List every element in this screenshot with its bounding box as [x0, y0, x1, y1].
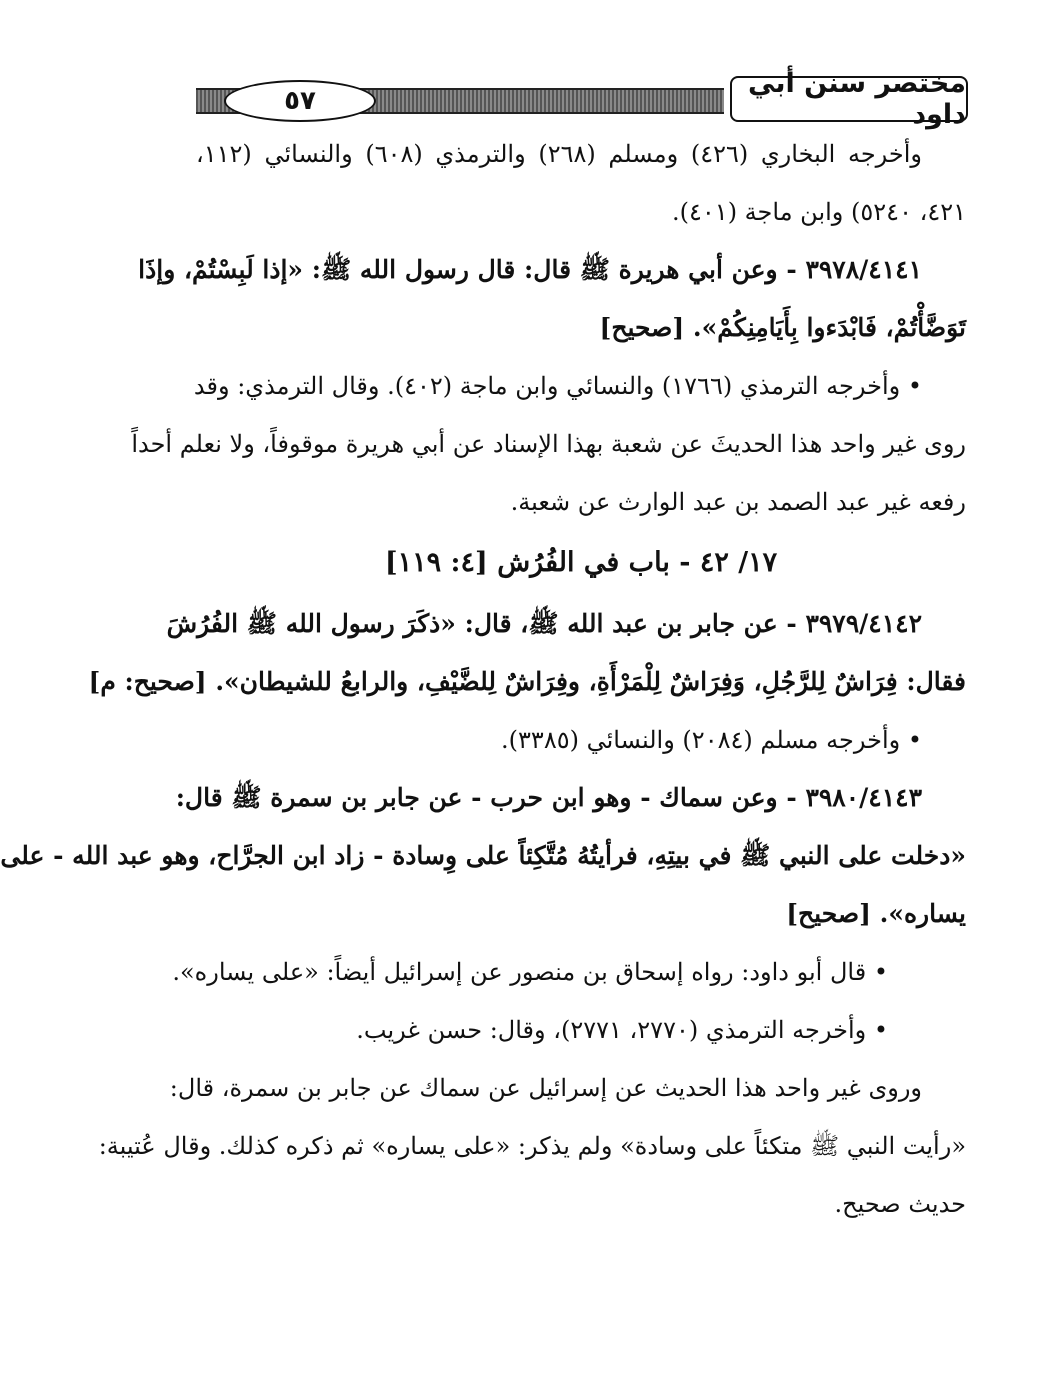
hadith-4143-line-1 [175, 769, 966, 827]
chapter-heading: ١٧/ ٤٢ - باب في الفُرُش [٤: ١١٩] [384, 547, 778, 578]
note-line: • وأخرجه مسلم (٢٠٨٤) والنسائي (٣٣٨٥). [501, 726, 922, 754]
note-line: • وأخرجه الترمذي (١٧٦٦) والنسائي وابن ماجة (٤٠٢). وقال الترمذي: وقد [193, 372, 922, 400]
hadith-number: ٣٩٧٨/٤١٤١ [805, 255, 922, 284]
hadith-4141-line-1 [138, 241, 966, 299]
hadith-text: - وعن سماك - وهو ابن حرب - عن جابر بن سمرة ﷺ قال: [175, 783, 797, 812]
note-line: «رأيت النبي ﷺ متكئاً على وسادة» ولم يذكر: «على يساره» ثم ذكره كذلك. وقال عُتيبة: [98, 1132, 966, 1160]
note-line: روى غير واحد هذا الحديثَ عن شعبة بهذا الإسناد عن أبي هريرة موقوفاً، ولا نعلم أحداً [131, 430, 966, 458]
note-line: • وأخرجه الترمذي (٢٧٧٠، ٢٧٧١)، وقال: حسن غريب. [356, 1016, 888, 1044]
note-line: حديث صحيح. [834, 1190, 966, 1218]
hadith-text: - عن جابر بن عبد الله ﷺ، قال: «ذكَرَ رسول الله ﷺ الفُرُشَ [166, 609, 797, 638]
page-body [0, 125, 966, 1233]
note-line: • قال أبو داود: رواه إسحاق بن منصور عن إسرائيل أيضاً: «على يساره». [172, 958, 888, 986]
text-line: ٤٢١، ٥٢٤٠) وابن ماجة (٤٠١). [672, 198, 966, 226]
hadith-number: ٣٩٧٩/٤١٤٢ [805, 609, 922, 638]
note-line: رفعه غير عبد الصمد بن عبد الوارث عن شعبة. [510, 488, 966, 516]
hadith-4143-line-2: «دخلت على النبي ﷺ في بيتِهِ، فرأيتُهُ مُتَّكِئاً على وِسادة - زاد ابن الجرَّاح، وهو عبد الله - على [0, 841, 966, 870]
note-line: وروى غير واحد هذا الحديث عن إسرائيل عن سماك عن جابر بن سمرة، قال: [169, 1074, 922, 1102]
text-line: وأخرجه البخاري (٤٢٦) ومسلم (٢٦٨) والترمذي (٦٠٨) والنسائي (١١٢، [196, 140, 922, 168]
page-header [196, 68, 968, 130]
hadith-text: - وعن أبي هريرة ﷺ قال: قال رسول الله ﷺ: «إذا لَبِسْتُمْ، وإذَا [138, 255, 797, 284]
hadith-4143-line-3: يساره». [صحيح] [786, 899, 966, 928]
page-number: ٥٧ [224, 80, 376, 122]
hadith-4141-line-2: تَوَضَّأْتُمْ، فَابْدَءوا بِأَيَامِنِكُمْ». [صحيح] [599, 313, 966, 342]
hadith-4142-line-2: فقال: فِرَاشٌ لِلرَّجُلِ، وَفِرَاشٌ لِلْمَرْأَةِ، وفِرَاشٌ لِلضَّيْفِ، والرابعُ للشيطان». [صحيح: م] [88, 667, 966, 696]
hadith-4142-line-1 [166, 595, 966, 653]
book-title: مختصر سنن أبي داود [730, 76, 968, 122]
hadith-number: ٣٩٨٠/٤١٤٣ [805, 783, 922, 812]
